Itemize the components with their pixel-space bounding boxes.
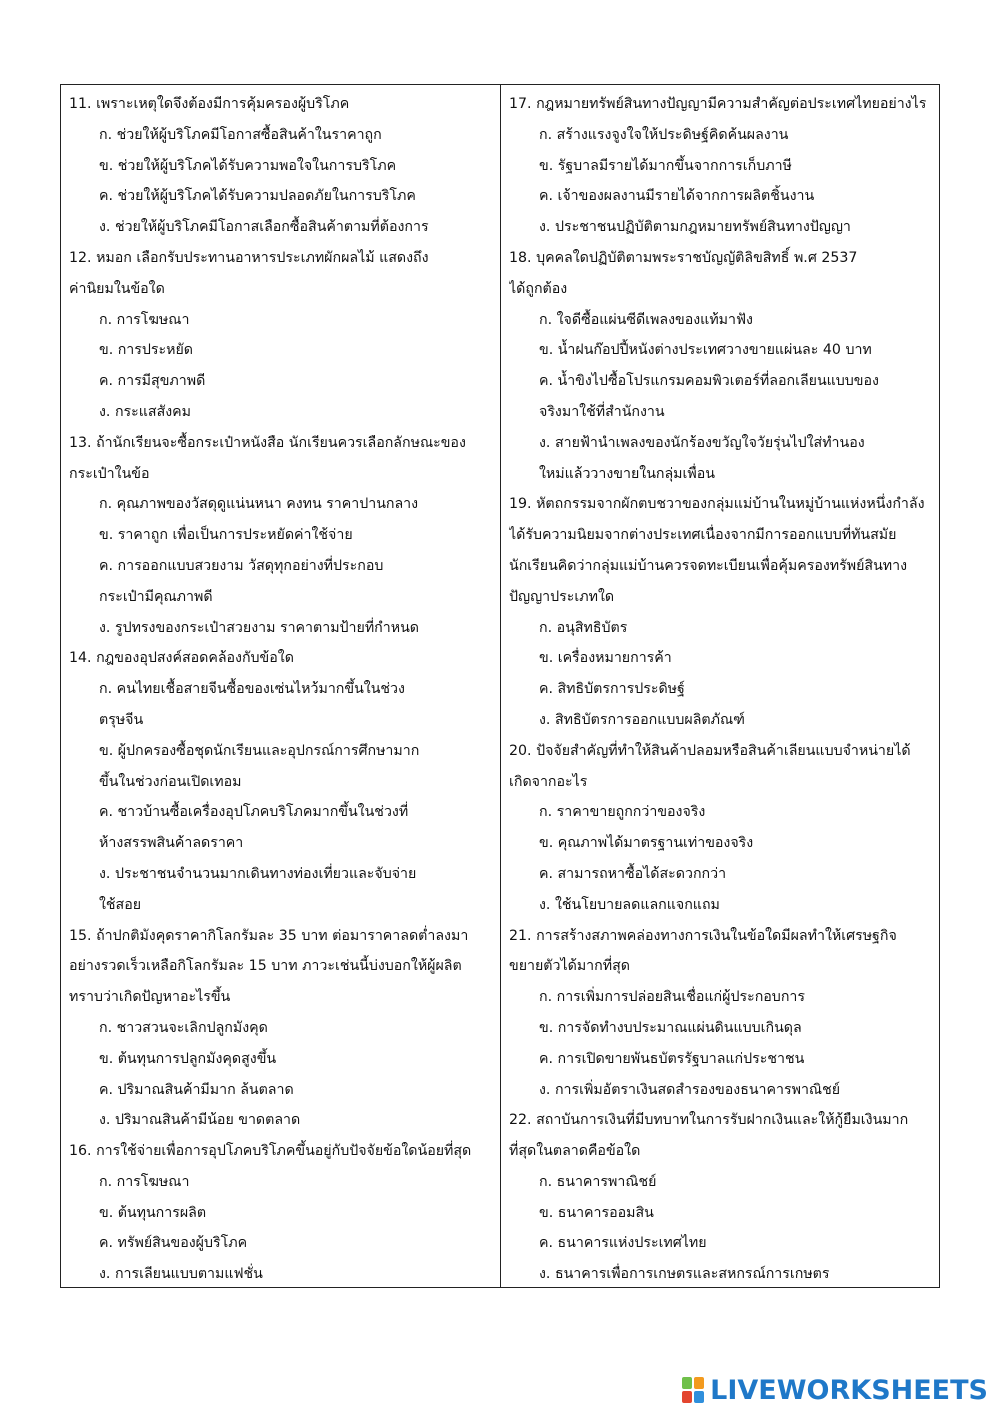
question-text: 15. ถ้าปกติมังคุดราคากิโลกรัมละ 35 บาท ต่อมาราคาลดต่ำลงมา — [69, 927, 469, 944]
answer-option[interactable]: ข. ช่วยให้ผู้บริโภคได้รับความพอใจในการบริโภค — [99, 157, 397, 174]
answer-option[interactable]: ข. ธนาคารออมสิน — [539, 1204, 654, 1221]
answer-option-continued: ตรุษจีน — [99, 711, 144, 728]
answer-option[interactable]: ก. ธนาคารพาณิชย์ — [539, 1173, 657, 1190]
answer-option[interactable]: ก. การเพิ่มการปล่อยสินเชื่อแก่ผู้ประกอบการ — [539, 989, 805, 1006]
answer-option[interactable]: ข. ต้นทุนการผลิต — [99, 1204, 207, 1221]
liveworksheets-logo-icon — [682, 1377, 704, 1403]
answer-option[interactable]: ง. สายฟ้านำเพลงของนักร้องขวัญใจวัยรุ่นไปใส่ทำนอง — [539, 434, 865, 451]
question-text: 21. การสร้างสภาพคล่องทางการเงินในข้อใดมีผลทำให้เศรษฐกิจ — [509, 927, 897, 944]
answer-option[interactable]: ง. ใช้นโยบายลดแลกแจกแถม — [539, 896, 720, 913]
answer-option[interactable]: ง. ปริมาณสินค้ามีน้อย ขาดตลาด — [99, 1112, 301, 1129]
question-text: ปัญญาประเภทใด — [509, 588, 615, 605]
answer-option-continued: ใช้สอย — [99, 896, 142, 913]
answer-option[interactable]: ข. ต้นทุนการปลูกมังคุดสูงขึ้น — [99, 1050, 277, 1067]
answer-option[interactable]: ก. ช่วยให้ผู้บริโภคมีโอกาสซื้อสินค้าในราคาถูก — [99, 126, 382, 143]
answer-option[interactable]: ข. คุณภาพได้มาตรฐานเท่าของจริง — [539, 835, 754, 852]
question-text: 20. ปัจจัยสำคัญที่ทำให้สินค้าปลอมหรือสินค้าเลียนแบบจำหน่ายได้ — [509, 742, 911, 759]
answer-option[interactable]: ก. อนุสิทธิบัตร — [539, 619, 628, 636]
left-column — [61, 85, 500, 1287]
answer-option[interactable]: ค. ปริมาณสินค้ามีมาก ล้นตลาด — [99, 1081, 294, 1098]
question-text: อย่างรวดเร็วเหลือกิโลกรัมละ 15 บาท ภาวะเช่นนี้บ่งบอกให้ผู้ผลิต — [69, 958, 462, 975]
answer-option[interactable]: ค. การออกแบบสวยงาม วัสดุทุกอย่างที่ประกอบ — [99, 557, 384, 574]
question-text: 19. หัตถกรรมจากผักตบชวาของกลุ่มแม่บ้านในหมู่บ้านแห่งหนึ่งกำลัง — [509, 496, 925, 513]
answer-option[interactable]: ง. ธนาคารเพื่อการเกษตรและสหกรณ์การเกษตร — [539, 1266, 830, 1283]
question-text: 14. กฎของอุปสงค์สอดคล้องกับข้อใด — [69, 650, 294, 667]
answer-option[interactable]: ง. ช่วยให้ผู้บริโภคมีโอกาสเลือกซื้อสินค้าตามที่ต้องการ — [99, 219, 429, 236]
answer-option-continued: ใหม่แล้ววางขายในกลุ่มเพื่อน — [539, 465, 715, 482]
answer-option[interactable]: ก. การโฆษณา — [99, 311, 190, 328]
answer-option[interactable]: ก. ราคาขายถูกกว่าของจริง — [539, 804, 706, 821]
answer-option[interactable]: ง. การเลียนแบบตามแฟชั่น — [99, 1266, 263, 1283]
answer-option[interactable]: ข. การจัดทำงบประมาณแผ่นดินแบบเกินดุล — [539, 1019, 802, 1036]
question-text: ขยายตัวได้มากที่สุด — [509, 958, 630, 975]
answer-option[interactable]: ก. สร้างแรงจูงใจให้ประดิษฐ์คิดค้นผลงาน — [539, 126, 789, 143]
answer-option[interactable]: ก. คนไทยเชื้อสายจีนซื้อของเซ่นไหว้มากขึ้นในช่วง — [99, 681, 405, 698]
answer-option[interactable]: ค. สิทธิบัตรการประดิษฐ์ — [539, 681, 685, 698]
answer-option-continued: กระเป๋ามีคุณภาพดี — [99, 588, 213, 605]
question-text: นักเรียนคิดว่ากลุ่มแม่บ้านควรจดทะเบียนเพื่อคุ้มครองทรัพย์สินทาง — [509, 557, 908, 574]
question-table — [60, 84, 940, 1288]
question-text: 11. เพราะเหตุใดจึงต้องมีการคุ้มครองผู้บริโภค — [69, 96, 350, 112]
answer-option[interactable]: ก. คุณภาพของวัสดุดูแน่นหนา คงทน ราคาปานกลาง — [99, 496, 419, 513]
answer-option[interactable]: ข. เครื่องหมายการค้า — [539, 650, 672, 667]
answer-option[interactable]: ค. ชาวบ้านซื้อเครื่องอุปโภคบริโภคมากขึ้นในช่วงที่ — [99, 804, 409, 821]
answer-option[interactable]: ง. การเพิ่มอัตราเงินสดสำรองของธนาคารพาณิชย์ — [539, 1081, 841, 1098]
answer-option[interactable]: ข. การประหยัด — [99, 342, 194, 359]
answer-option-continued: จริงมาใช้ที่สำนักงาน — [539, 403, 665, 420]
answer-option[interactable]: ค. การเปิดขายพันธบัตรรัฐบาลแก่ประชาชน — [539, 1050, 805, 1067]
question-text: 18. บุคคลใดปฏิบัติตามพระราชบัญญัติลิขสิทธิ์ พ.ศ 2537 — [509, 249, 858, 266]
question-text: เกิดจากอะไร — [509, 773, 588, 790]
answer-option[interactable]: ข. น้ำฝนก๊อปปี้หนังต่างประเทศวางขายแผ่นละ 40 บาท — [539, 342, 872, 359]
question-text: ได้ถูกต้อง — [509, 280, 568, 297]
question-text: 12. หมอก เลือกรับประทานอาหารประเภทผักผลไม้ แสดงถึง — [69, 249, 429, 266]
answer-option[interactable]: ค. ช่วยให้ผู้บริโภคได้รับความปลอดภัยในการบริโภค — [99, 188, 416, 205]
answer-option[interactable]: ง. กระแสสังคม — [99, 403, 192, 420]
answer-option[interactable]: ค. การมีสุขภาพดี — [99, 373, 206, 390]
answer-option[interactable]: ค. น้ำขิงไปซื้อโปรแกรมคอมพิวเตอร์ที่ลอกเลียนแบบของ — [539, 373, 879, 390]
answer-option[interactable]: ข. ผู้ปกครองซื้อชุดนักเรียนและอุปกรณ์การศึกษามาก — [99, 742, 420, 759]
answer-option-continued: ห้างสรรพสินค้าลดราคา — [99, 835, 244, 852]
answer-option[interactable]: ง. สิทธิบัตรการออกแบบผลิตภัณฑ์ — [539, 711, 745, 728]
answer-option[interactable]: ค. เจ้าของผลงานมีรายได้จากการผลิตชิ้นงาน — [539, 188, 815, 205]
question-text: 17. กฎหมายทรัพย์สินทางปัญญามีความสำคัญต่อประเทศไทยอย่างไร — [509, 96, 927, 112]
answer-option[interactable]: ก. ชาวสวนจะเลิกปลูกมังคุด — [99, 1019, 268, 1036]
question-text: ที่สุดในตลาดคือข้อใด — [509, 1143, 641, 1160]
answer-option[interactable]: ข. รัฐบาลมีรายได้มากขึ้นจากการเก็บภาษี — [539, 157, 792, 174]
answer-option[interactable]: ง. ประชาชนจำนวนมากเดินทางท่องเที่ยวและจับจ่าย — [99, 865, 417, 882]
answer-option[interactable]: ก. การโฆษณา — [99, 1173, 190, 1190]
answer-option[interactable]: ข. ราคาถูก เพื่อเป็นการประหยัดค่าใช้จ่าย — [99, 527, 353, 544]
right-column — [500, 85, 939, 1287]
question-text: 13. ถ้านักเรียนจะซื้อกระเป๋าหนังสือ นักเรียนควรเลือกลักษณะของ — [69, 434, 466, 451]
answer-option[interactable]: ง. ประชาชนปฏิบัติตามกฎหมายทรัพย์สินทางปัญญา — [539, 219, 851, 236]
question-text: ทราบว่าเกิดปัญหาอะไรขึ้น — [69, 989, 231, 1006]
question-text: 22. สถาบันการเงินที่มีบทบาทในการรับฝากเงินและให้กู้ยืมเงินมาก — [509, 1112, 909, 1129]
question-text: ค่านิยมในข้อใด — [69, 280, 165, 297]
question-text: ได้รับความนิยมจากต่างประเทศเนื่องจากมีการออกแบบที่ทันสมัย — [509, 527, 897, 544]
logo-text: LIVEWORKSHEETS — [710, 1374, 988, 1406]
answer-option[interactable]: ค. สามารถหาซื้อได้สะดวกกว่า — [539, 865, 727, 882]
answer-option[interactable]: ค. ธนาคารแห่งประเทศไทย — [539, 1235, 707, 1252]
liveworksheets-logo[interactable] — [682, 1374, 988, 1406]
answer-option-continued: ขึ้นในช่วงก่อนเปิดเทอม — [99, 773, 242, 790]
question-text: 16. การใช้จ่ายเพื่อการอุปโภคบริโภคขึ้นอยู่กับปัจจัยข้อใดน้อยที่สุด — [69, 1143, 472, 1160]
answer-option[interactable]: ค. ทรัพย์สินของผู้บริโภค — [99, 1235, 248, 1252]
answer-option[interactable]: ง. รูปทรงของกระเป๋าสวยงาม ราคาตามป้ายที่กำหนด — [99, 619, 420, 636]
answer-option[interactable]: ก. ใจดีซื้อแผ่นซีดีเพลงของแท้มาฟัง — [539, 311, 753, 328]
question-text: กระเป๋าในข้อ — [69, 465, 150, 482]
